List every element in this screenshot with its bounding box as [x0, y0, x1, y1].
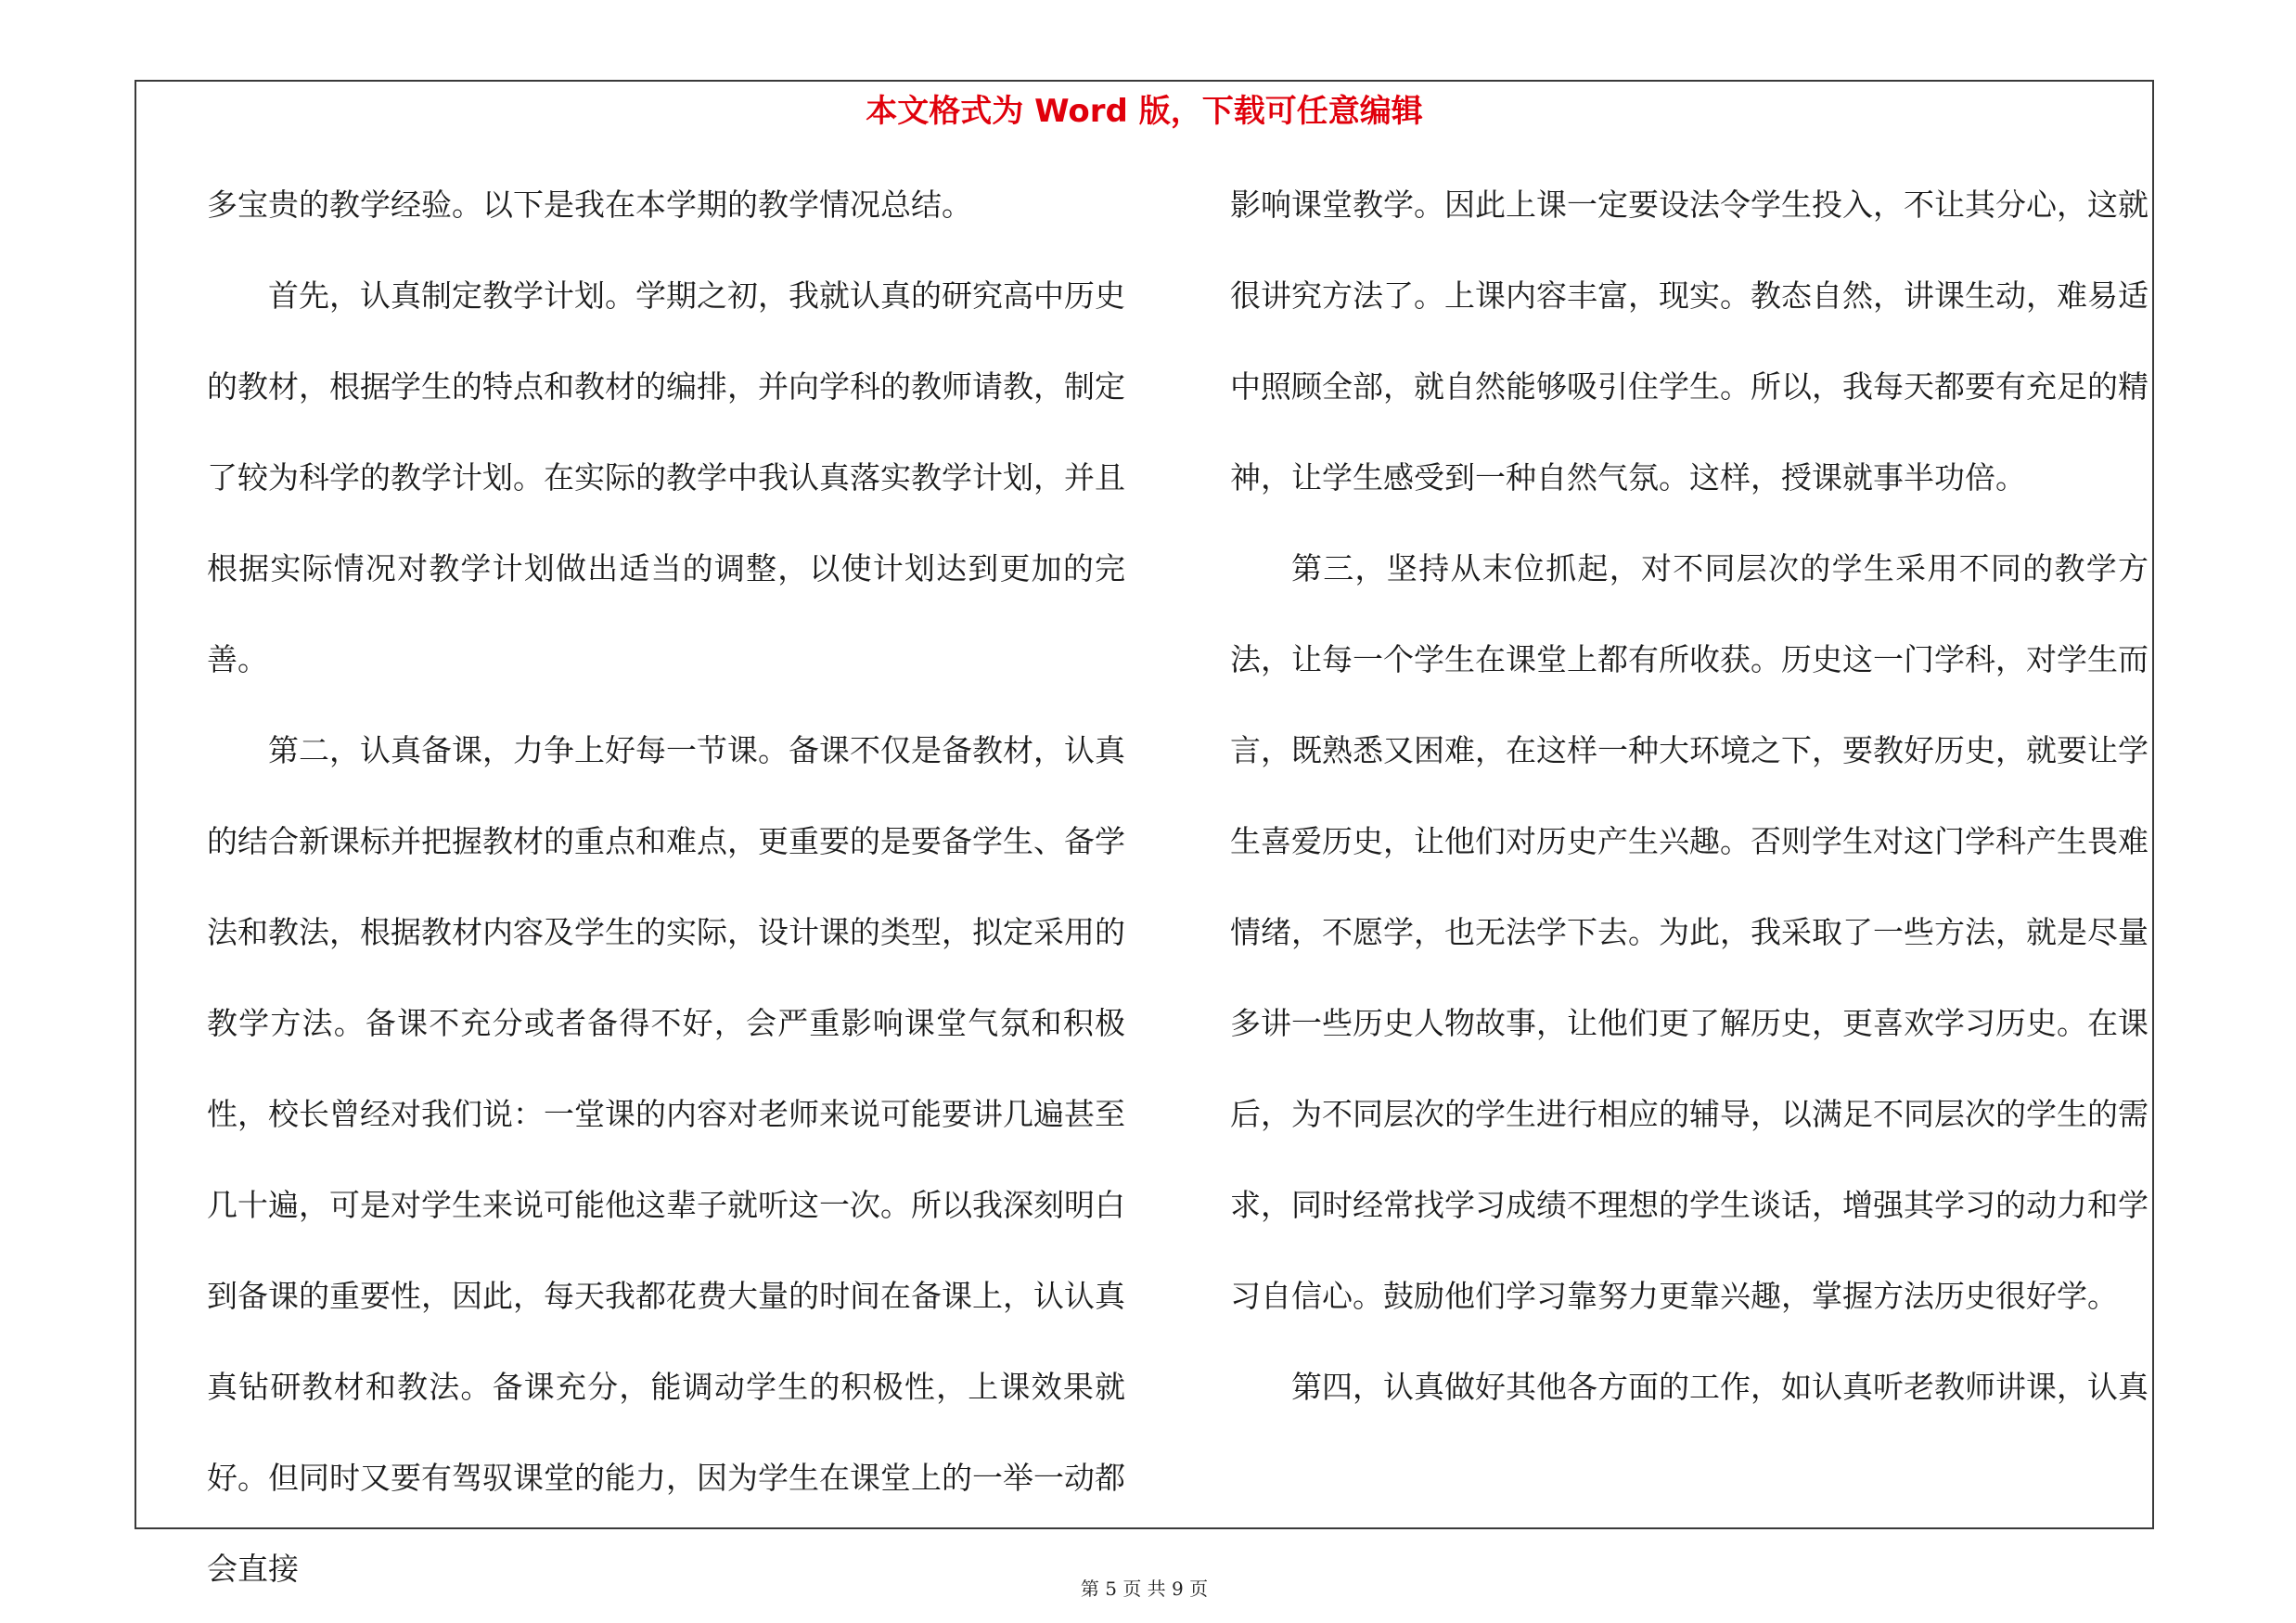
paragraph: 第四，认真做好其他各方面的工作，如认真听老教师讲课，认真	[1291, 1369, 2148, 1405]
document-header: 本文格式为 Word 版，下载可任意编辑	[866, 93, 1423, 130]
paragraph: 首先，认真制定教学计划。学期之初，我就认真的研究高中历史的教材，根据学生的特点和教材的编排，并向学科的教师请教，制定了较为科学的教学计划。在实际的教学中我认真落实教学计划，并且根据实际情况对教学计划做出适当的调整，以使计划达到更加的完善。	[207, 277, 1125, 677]
paragraph: 第二，认真备课，力争上好每一节课。备课不仅是备教材，认真的结合新课标并把握教材的重点和难点，更重要的是要备学生、备学法和教法，根据教材内容及学生的实际，设计课的类型，拟定采用的教学方法。备课不充分或者备得不好，会严重影响课堂气氛和积极性，校长曾经对我们说：一堂课的内容对老师来说可能要讲几遍甚至几十遍，可是对学生来说可能他这辈子就听这一次。所以我深刻明白到备课的重要性，因此，每天我都花费大量的时间在备课上，认认真真钻研教材和教法。备课充分，能调动学生的积极性，上课效果就好。但同时又要有驾驭课堂的能力，因为学生在课堂上的一举一动都会直接	[207, 732, 1125, 1587]
paragraph: 多宝贵的教学经验。以下是我在本学期的教学情况总结。	[207, 187, 972, 223]
page-number: 第 5 页 共 9 页	[1080, 1578, 1209, 1600]
left-column	[207, 160, 1125, 1615]
right-column	[1230, 160, 2148, 1433]
paragraph: 影响课堂教学。因此上课一定要设法令学生投入，不让其分心，这就很讲究方法了。上课内容丰富，现实。教态自然，讲课生动，难易适中照顾全部，就自然能够吸引住学生。所以，我每天都要有充足的精神，让学生感受到一种自然气氛。这样，授课就事半功倍。	[1230, 187, 2148, 496]
paragraph: 第三，坚持从末位抓起，对不同层次的学生采用不同的教学方法，让每一个学生在课堂上都有所收获。历史这一门学科，对学生而言，既熟悉又困难，在这样一种大环境之下，要教好历史，就要让学生喜爱历史，让他们对历史产生兴趣。否则学生对这门学科产生畏难情绪，不愿学，也无法学下去。为此，我采取了一些方法，就是尽量多讲一些历史人物故事，让他们更了解历史，更喜欢学习历史。在课后，为不同层次的学生进行相应的辅导，以满足不同层次的学生的需求，同时经常找学习成绩不理想的学生谈话，增强其学习的动力和学习自信心。鼓励他们学习靠努力更靠兴趣，掌握方法历史很好学。	[1230, 550, 2148, 1314]
